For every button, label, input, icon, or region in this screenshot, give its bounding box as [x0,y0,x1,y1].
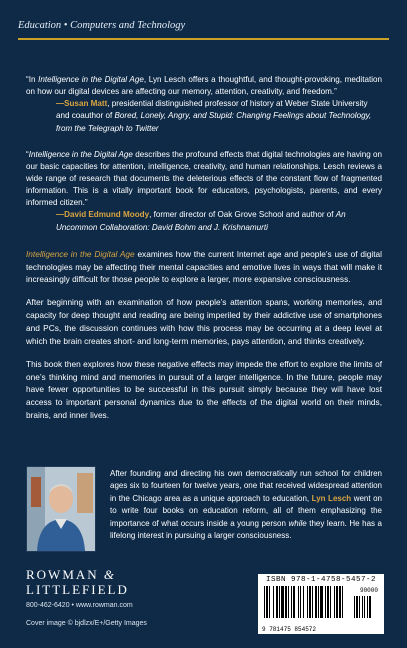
author-name: Lyn Lesch [311,493,352,503]
barcode-digits: 9 781475 854572 [262,626,317,633]
back-cover-text [26,74,382,422]
description-paragraph-1: Intelligence in the Digital Age examines how the current Internet age and people’s use of digital technologies may be affecting their mental capacities and emotive lives in ways that will make it increasingly difficult for those people to explore a larger, more expansive consciousness. [26,248,383,285]
author-bio: After founding and directing his own democratically run school for children ages six to fourteen for twelve years, one that received widespread attention in the Chicago area as a unique approach to education, Lyn Lesch went on to write four books on education reform, all of them emphasizing the importance of what occurs inside a young person while they learn. He has a lifelong interest in pursuing a larger consciousness. [110,469,382,540]
quote-2-title: Intelligence in the Digital Age [28,149,133,159]
barcode-addon: 90000 [359,587,378,594]
quote-1-title: Intelligence in the Digital Age [38,75,144,84]
quote-1-author: —Susan Matt [56,99,108,109]
quote-2: “Intelligence in the Digital Age describes the profound effects that digital technologies are having on our basic capacities for attention, intelligence, creativity, and human relationships. Lesch reviews a wide range of research that documents the deleterious effects of the constant flow of fragmented information. This is a vitally important book for educators, psychologists, parents, and every informed citizen.” [26,149,382,208]
category-label: Education • Computers and Technology [18,20,186,31]
isbn-number: ISBN 978-1-4758-5457-2 [265,576,377,584]
quote-2-author: —David Edmund Moody [56,210,150,220]
author-photo [26,466,96,552]
publisher-logo: ROWMAN & LITTLEFIELD [26,567,129,597]
isbn-barcode [258,574,384,634]
cover-image-credit: Cover image © bjdlzx/E+/Getty Images [26,620,147,627]
quote-1: “In Intelligence in the Digital Age, Lyn Lesch offers a thoughtful, and thought-provoking, meditation on how our digital devices are affecting our memory, attention, creativity, and freedom.” [26,75,382,97]
quote-1-attribution: —Susan Matt, presidential distinguished professor of history at Weber State University and coauthor of Bored, Lonely, Angry, and Stupid: Changing Feelings about Technology, from the Telegraph to Twitter [56,99,372,133]
description-paragraph-3: This book then explores how these negative effects may impede the effort to explore the limits of one’s thinking mind and memories in pursuit of a larger intelligence. In the future, people may have fewer opportunities to be successful in this pursuit simply because they will have lost access to important personal dynamics due to the effects of the digital world on their minds, brains, and inner lives. [26,358,382,421]
quote-2-attribution: —David Edmund Moody, former director of Oak Grove School and author of An Uncommon Collaboration: David Bohm and J. Krishnamurti [56,210,346,232]
publisher-contact: 800-462-6420 • www.rowman.com [26,602,133,609]
description-paragraph-2: After beginning with an examination of how people’s attention spans, working memories, and capacity for deep thought and reading are being imperiled by their addictive use of smartphones and PCs, the discussion continues with how this process may be occurring at a deep level at which the brain creates short- and long-term memories, pays attention, and thinks creatively. [26,297,382,346]
header-rule [18,38,389,40]
